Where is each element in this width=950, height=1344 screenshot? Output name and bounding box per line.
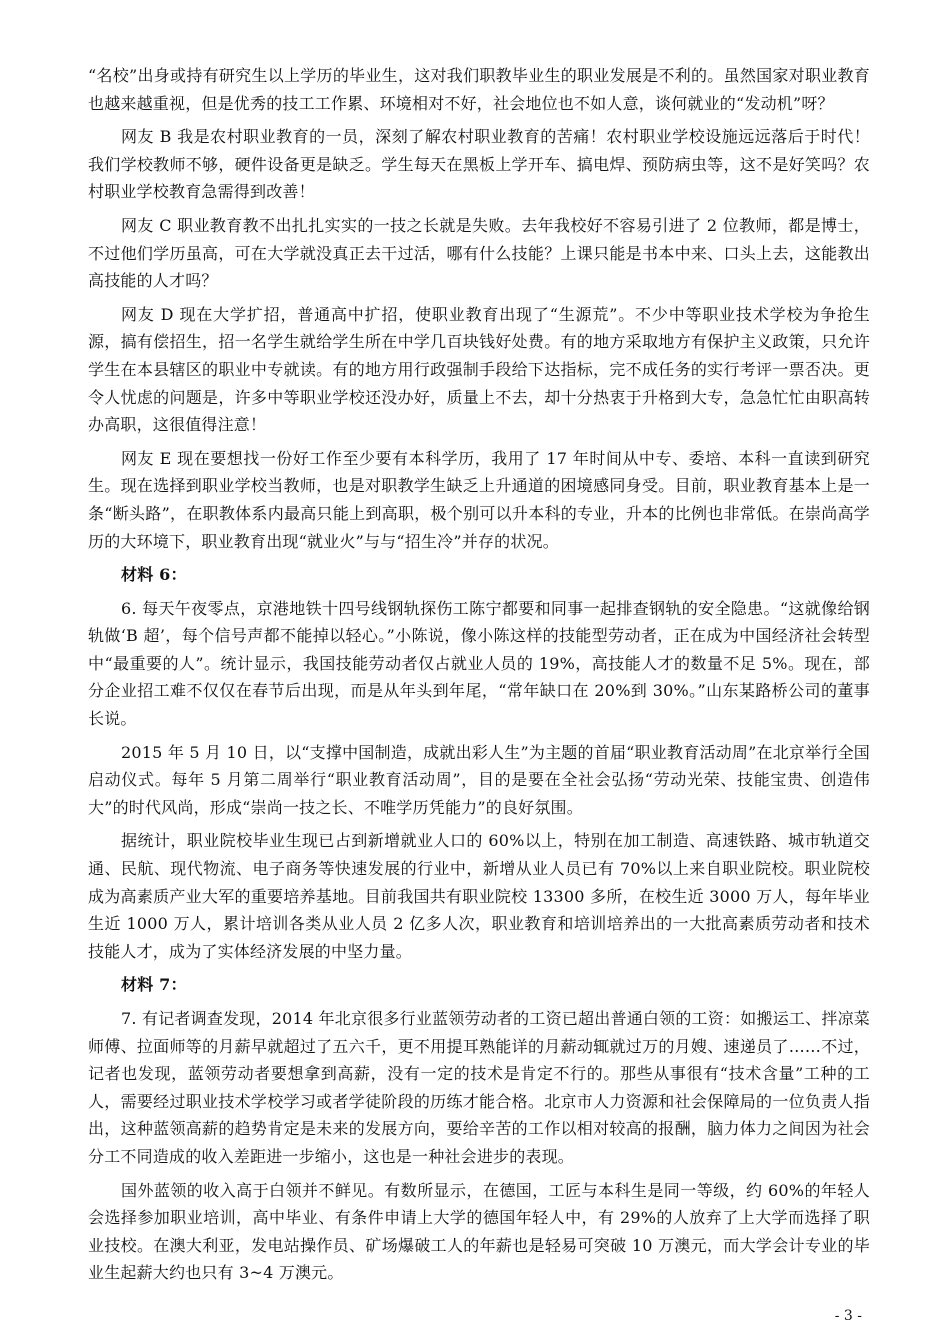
- section-heading-material-7: 材料 7：: [121, 975, 187, 995]
- section-heading-material-6: 材料 6：: [121, 565, 187, 585]
- material-6-paragraph-3: 据统计，职业院校毕业生现已占到新增就业人口的 60%以上，特别在加工制造、高速铁路、城市轨道交通、民航、现代物流、电子商务等快速发展的行业中，新增从业人员已有 70%以上来自职业院校。职业院校成为高素质产业大军的重要培养基地。目前我国共有职业院校 13300 多所，在校生近 3000 万人，每年毕业生近 1000 万人，累计培训各类从业人员 2 亿多人次，职业教育和培训培养出的一大批高素质劳动者和技术技能人才，成为了实体经济发展的中坚力量。: [88, 831, 870, 961]
- paragraph-netizen-d: 网友 D 现在大学扩招，普通高中扩招，使职业教育出现了“生源荒”。不少中等职业技术学校为争抢生源，搞有偿招生，招一名学生就给学生所在中学几百块钱好处费。有的地方采取地方有保护主义政策，只允许学生在本县辖区的职业中专就读。有的地方用行政强制手段给下达指标，完不成任务的实行考评一票否决。更令人忧虑的问题是，许多中等职业学校还没办好，质量上不去，却十分热衷于升格到大专，急急忙忙由职高转办高职，这很值得注意！: [88, 304, 870, 435]
- page-number: - 3 -: [834, 1308, 862, 1324]
- material-7-paragraph-1: 7. 有记者调查发现，2014 年北京很多行业蓝领劳动者的工资已超出普通白领的工资：如搬运工、拌凉菜师傅、拉面师等的月薪早就超过了五六千，更不用提耳熟能详的月薪动辄就过万的月嫂、速递员了……不过，记者也发现，蓝领劳动者要想拿到高薪，没有一定的技术是肯定不行的。那些从事很有“技术含量”工种的工人，需要经过职业技术学校学习或者学徒阶段的历练才能合格。北京市人力资源和社会保障局的一位负责人指出，这种蓝领高薪的趋势肯定是未来的发展方向，要给辛苦的工作以相对较高的报酬，脑力体力之间因为社会分工不同造成的收入差距进一步缩小，这也是一种社会进步的表现。: [88, 1009, 870, 1166]
- paragraph-netizen-c: 网友 C 职业教育教不出扎扎实实的一技之长就是失败。去年我校好不容易引进了 2 位教师，都是博士，不过他们学历虽高，可在大学就没真正去干过活，哪有什么技能？上课只能是书本中来、口头上去，这能教出高技能的人才吗？: [88, 215, 870, 291]
- material-7-paragraph-2: 国外蓝领的收入高于白领并不鲜见。有数所显示，在德国，工匠与本科生是同一等级，约 60%的年轻人会选择参加职业培训，高中毕业、有条件申请上大学的德国年轻人中，有 29%的人放弃了上大学而选择了职业技校。在澳大利亚，发电站操作员、矿场爆破工人的年薪也是轻易可突破 10 万澳元，而大学会计专业的毕业生起薪大约也只有 3~4 万澳元。: [88, 1180, 870, 1283]
- material-6-paragraph-2: 2015 年 5 月 10 日，以“支撑中国制造，成就出彩人生”为主题的首届“职业教育活动周”在北京举行全国启动仪式。每年 5 月第二周举行“职业教育活动周”，目的是要在全社会弘扬“劳动光荣、技能宝贵、创造伟大”的时代风尚，形成“崇尚一技之长、不唯学历凭能力”的良好氛围。: [88, 742, 870, 817]
- document-page: [88, 62, 870, 1293]
- paragraph-netizen-e: 网友 E 现在要想找一份好工作至少要有本科学历，我用了 17 年时间从中专、委培、本科一直读到研究生。现在选择到职业学校当教师，也是对职教学生缺乏上升通道的困境感同身受。目前，职业教育基本上是一条“断头路”，在职教体系内最高只能上到高职，极个别可以升本科的专业，升本的比例也非常低。在崇尚高学历的大环境下，职业教育出现“就业火”与与“招生冷”并存的状况。: [88, 448, 870, 551]
- material-6-paragraph-1: 6. 每天午夜零点，京港地铁十四号线钢轨探伤工陈宁都要和同事一起排查钢轨的安全隐患。“这就像给钢轨做‘B 超’，每个信号声都不能掉以轻心。”小陈说，像小陈这样的技能型劳动者，正在成为中国经济社会转型中“最重要的人”。统计显示，我国技能劳动者仅占就业人员的 19%，高技能人才的数量不足 5%。现在，部分企业招工难不仅仅在春节后出现，而是从年头到年尾，“常年缺口在 20%到 30%。”山东某路桥公司的董事长说。: [88, 598, 870, 729]
- paragraph-netizen-b: 网友 B 我是农村职业教育的一员，深刻了解农村职业教育的苦痛！农村职业学校设施远远落后于时代！我们学校教师不够，硬件设备更是缺乏。学生每天在黑板上学开车、搞电焊、预防病虫等，这不是好笑吗？农村职业学校教育急需得到改善！: [88, 127, 870, 202]
- paragraph-continuation: “名校”出身或持有研究生以上学历的毕业生，这对我们职教毕业生的职业发展是不利的。虽然国家对职业教育也越来越重视，但是优秀的技工工作累、环境相对不好，社会地位也不如人意，谈何就业的“发动机”呀？: [88, 66, 870, 113]
